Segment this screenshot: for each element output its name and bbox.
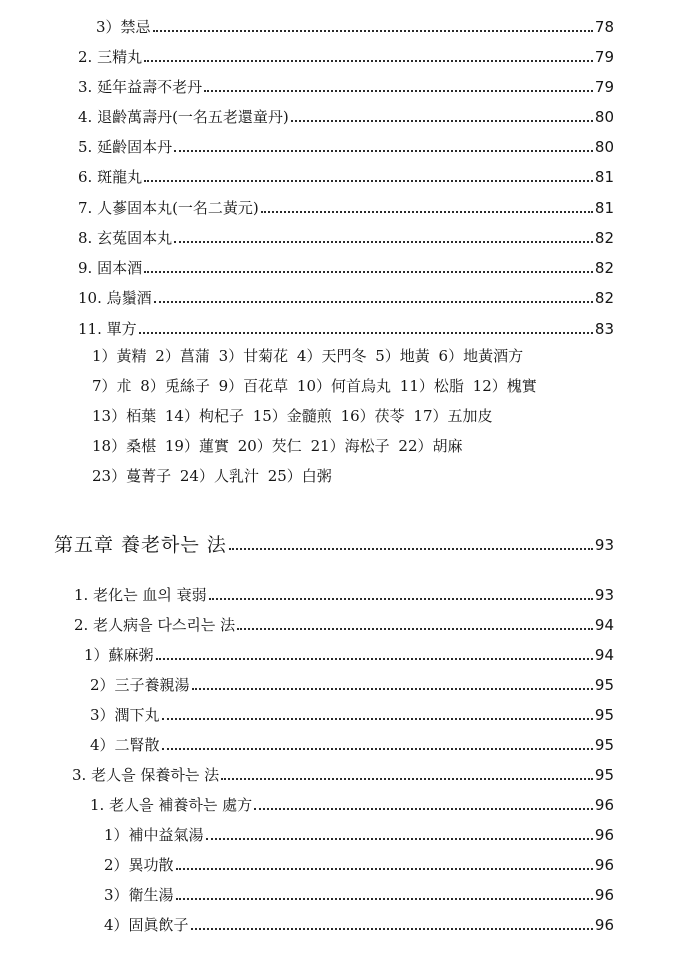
toc-page-number: 96 (594, 796, 614, 814)
toc-page-number: 79 (594, 78, 614, 96)
dot-leader (174, 150, 593, 152)
sub-item-line: 23）蔓菁子 24）人乳汁 25）白粥 (92, 467, 332, 485)
toc-entry-tonic-prescriptions (90, 788, 614, 814)
toc-page-number: 82 (594, 229, 614, 247)
toc-entry-gojin-eumja (104, 908, 614, 934)
toc-entry-treating-elderly (74, 608, 614, 634)
toc-entry-samjeong-hwan (78, 40, 614, 66)
toc-page-number: 82 (594, 289, 614, 307)
toc-entry-label: 2）異功散 (104, 856, 174, 874)
dot-leader (229, 548, 593, 550)
toc-page-number: 96 (594, 856, 614, 874)
toc-entry-osu-ju (78, 281, 614, 307)
toc-entry-samja-tang (90, 668, 614, 694)
toc-entry-toeryeong-dan (78, 100, 614, 126)
dot-leader (261, 211, 593, 213)
dot-leader (191, 928, 593, 930)
toc-page-number: 96 (594, 826, 614, 844)
dot-leader (254, 808, 593, 810)
toc-entry-hyeonto-hwan (78, 221, 614, 247)
toc-entry-wisaeng-tang (104, 878, 614, 904)
toc-entry-label: 1）蘇麻粥 (84, 646, 154, 664)
dot-leader (154, 301, 593, 303)
toc-entry-gobon-ju (78, 251, 614, 277)
toc-page-number: 94 (594, 646, 614, 664)
toc-page-number: 95 (594, 706, 614, 724)
toc-entry-label: 3）禁忌 (96, 18, 151, 36)
sub-item-line: 18）桑椹 19）蓮實 20）芡仁 21）海松子 22）胡麻 (92, 437, 463, 455)
toc-entry-label: 1. 老人을 補養하는 處方 (90, 796, 253, 814)
dot-leader (144, 60, 593, 62)
toc-entry-label: 1. 老化는 血의 衰弱 (74, 586, 207, 604)
toc-entry-contraindications (96, 10, 614, 36)
dot-leader (144, 180, 593, 182)
toc-page-number: 94 (594, 616, 614, 634)
toc-entry-label: 5. 延齡固本丹 (78, 138, 173, 156)
toc-entry-label: 3）衛生湯 (104, 886, 174, 904)
toc-entry-label: 10. 烏鬚酒 (78, 289, 152, 307)
toc-page-number: 81 (594, 168, 614, 186)
dot-leader (176, 868, 593, 870)
toc-entry-label: 3. 老人을 保養하는 法 (72, 766, 220, 784)
dot-leader (174, 241, 593, 243)
dot-leader (139, 332, 593, 334)
toc-entry-isin-san (90, 728, 614, 754)
dot-leader (204, 90, 593, 92)
dot-leader (162, 748, 593, 750)
toc-entry-igong-san (104, 848, 614, 874)
toc-entry-label: 2. 三精丸 (78, 48, 143, 66)
toc-entry-label: 4. 退齡萬壽丹(一名五老還童丹) (78, 108, 289, 126)
toc-entry-label: 3）潤下丸 (90, 706, 160, 724)
toc-entry-label: 2. 老人病을 다스리는 法 (74, 616, 236, 634)
toc-entry-yunha-hwan (90, 698, 614, 724)
dot-leader (237, 628, 593, 630)
toc-page-number: 80 (594, 138, 614, 156)
toc-page-number: 81 (594, 199, 614, 217)
toc-page-number: 93 (594, 536, 614, 554)
toc-entry-label: 7. 人蔘固本丸(一名二黃元) (78, 199, 259, 217)
chapter-title: 第五章 養老하는 法 (54, 534, 227, 556)
dot-leader (192, 688, 593, 690)
toc-entry-label: 3. 延年益壽不老丹 (78, 78, 203, 96)
toc-entry-label: 2）三子養親湯 (90, 676, 190, 694)
toc-entry-label: 6. 斑龍丸 (78, 168, 143, 186)
toc-entry-protecting-elderly (72, 758, 614, 784)
toc-page-number: 93 (594, 586, 614, 604)
toc-entry-label: 11. 單方 (78, 320, 137, 338)
toc-entry-soma-juk (84, 638, 614, 664)
toc-page-number: 80 (594, 108, 614, 126)
toc-entry-label: 1）補中益氣湯 (104, 826, 204, 844)
chapter-heading (54, 524, 614, 554)
dot-leader (144, 271, 593, 273)
toc-entry-aging (74, 578, 614, 604)
dot-leader (176, 898, 593, 900)
toc-page-number: 79 (594, 48, 614, 66)
toc-page-number: 96 (594, 916, 614, 934)
toc-entry-bojung-tang (104, 818, 614, 844)
toc-entry-banryong-hwan (78, 160, 614, 186)
toc-entry-yeonryeong-dan (78, 130, 614, 156)
dot-leader (156, 658, 593, 660)
dot-leader (291, 120, 593, 122)
toc-page-number: 95 (594, 766, 614, 784)
toc-page-number: 95 (594, 676, 614, 694)
toc-entry-label: 4）固眞飲子 (104, 916, 189, 934)
sub-item-line: 1）黃精 2）菖蒲 3）甘菊花 4）天門冬 5）地黃 6）地黃酒方 (92, 347, 524, 365)
dot-leader (206, 838, 593, 840)
toc-entry-danbang (78, 312, 614, 338)
toc-entry-label: 9. 固本酒 (78, 259, 143, 277)
toc-entry-label: 8. 玄菟固本丸 (78, 229, 173, 247)
sub-item-line: 13）栢葉 14）枸杞子 15）金髓煎 16）茯苓 17）五加皮 (92, 407, 493, 425)
toc-page-number: 83 (594, 320, 614, 338)
toc-entry-insam-hwan (78, 191, 614, 217)
toc-entry-yeonnyeon-dan (78, 70, 614, 96)
toc-entry-label: 4）二腎散 (90, 736, 160, 754)
dot-leader (221, 778, 593, 780)
dot-leader (153, 30, 593, 32)
sub-item-line: 7）朮 8）兎絲子 9）百花草 10）何首烏丸 11）松脂 12）槐實 (92, 377, 537, 395)
toc-page-number: 95 (594, 736, 614, 754)
dot-leader (162, 718, 593, 720)
dot-leader (209, 598, 593, 600)
toc-page-number: 78 (594, 18, 614, 36)
toc-page-number: 96 (594, 886, 614, 904)
toc-page-number: 82 (594, 259, 614, 277)
